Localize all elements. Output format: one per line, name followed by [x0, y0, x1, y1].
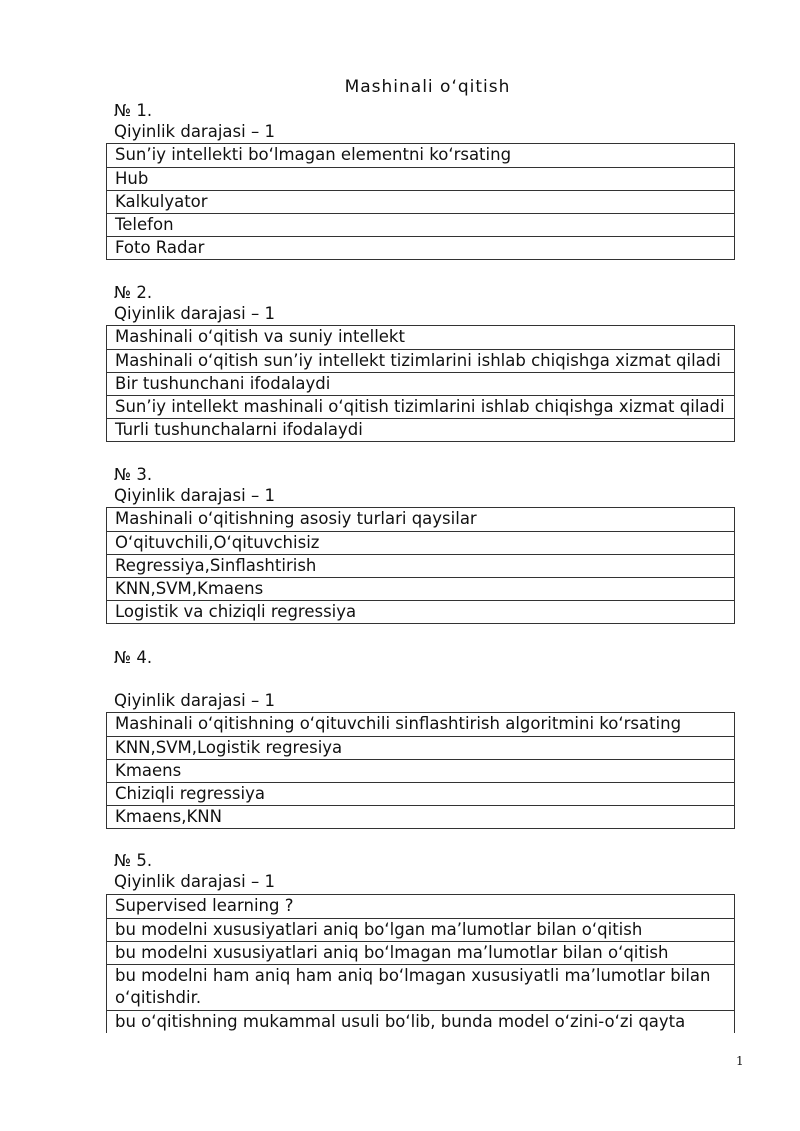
page-number: 1	[736, 1054, 744, 1068]
question-number: № 1.	[114, 101, 153, 120]
answer-option: bu modelni ham aniq ham aniq bo‘lmagan xususiyatli ma’lumotlar bilan o‘qitishdir.	[107, 964, 734, 1010]
question-number: № 3.	[114, 465, 153, 484]
answer-option: Mashinali o‘qitish sun’iy intellekt tizimlarini ishlab chiqishga xizmat qiladi	[107, 349, 734, 372]
question-1-header	[114, 101, 275, 142]
question-5-table	[106, 894, 735, 1033]
answer-option: bu modelni xususiyatlari aniq bo‘lgan ma’lumotlar bilan o‘qitish	[107, 918, 734, 941]
answer-option: bu o‘qitishning mukammal usuli bo‘lib, bunda model o‘zini-o‘zi qayta	[107, 1010, 734, 1033]
question-2-table	[106, 325, 735, 442]
question-number: № 4.	[114, 648, 153, 667]
difficulty-level: Qiyinlik darajasi – 1	[114, 122, 275, 141]
answer-option: KNN,SVM,Kmaens	[107, 577, 734, 600]
answer-option: Kmaens	[107, 759, 734, 782]
difficulty-level: Qiyinlik darajasi – 1	[114, 304, 275, 323]
question-number: № 2.	[114, 283, 153, 302]
difficulty-level: Qiyinlik darajasi – 1	[114, 486, 275, 505]
answer-option: Foto Radar	[107, 236, 734, 259]
question-4-header	[114, 648, 275, 711]
answer-option: Logistik va chiziqli regressiya	[107, 600, 734, 623]
answer-option: Kmaens,KNN	[107, 805, 734, 828]
answer-option: KNN,SVM,Logistik regresiya	[107, 736, 734, 759]
question-2-header	[114, 283, 275, 324]
question-text: Mashinali o‘qitish va suniy intellekt	[115, 327, 405, 346]
difficulty-level: Qiyinlik darajasi – 1	[114, 691, 275, 710]
question-text: Mashinali o‘qitishning asosiy turlari qaysilar	[115, 509, 477, 528]
answer-option: Regressiya,Sinflashtirish	[107, 554, 734, 577]
answer-option: Hub	[107, 167, 734, 190]
answer-option: Sun’iy intellekt mashinali o‘qitish tizimlarini ishlab chiqishga xizmat qiladi	[107, 395, 734, 418]
question-text: Supervised learning ?	[115, 896, 294, 915]
answer-option: O‘qituvchili,O‘qituvchisiz	[107, 531, 734, 554]
question-4-table	[106, 712, 735, 829]
answer-option: Bir tushunchani ifodalaydi	[107, 372, 734, 395]
question-number: № 5.	[114, 851, 153, 870]
question-1-table	[106, 143, 735, 260]
question-3-table	[106, 507, 735, 624]
answer-option: bu modelni xususiyatlari aniq bo‘lmagan ma’lumotlar bilan o‘qitish	[107, 941, 734, 964]
question-text: Sun’iy intellekti bo‘lmagan elementni ko‘rsating	[115, 145, 512, 164]
answer-option: Kalkulyator	[107, 190, 734, 213]
answer-option: Telefon	[107, 213, 734, 236]
answer-option: Turli tushunchalarni ifodalaydi	[107, 418, 734, 441]
question-text: Mashinali o‘qitishning o‘qituvchili sinflashtirish algoritmini ko‘rsating	[115, 714, 682, 733]
answer-option: Chiziqli regressiya	[107, 782, 734, 805]
difficulty-level: Qiyinlik darajasi – 1	[114, 872, 275, 891]
question-5-header	[114, 851, 275, 892]
question-3-header	[114, 465, 275, 506]
document-title: Mashinali o‘qitish	[344, 77, 511, 97]
